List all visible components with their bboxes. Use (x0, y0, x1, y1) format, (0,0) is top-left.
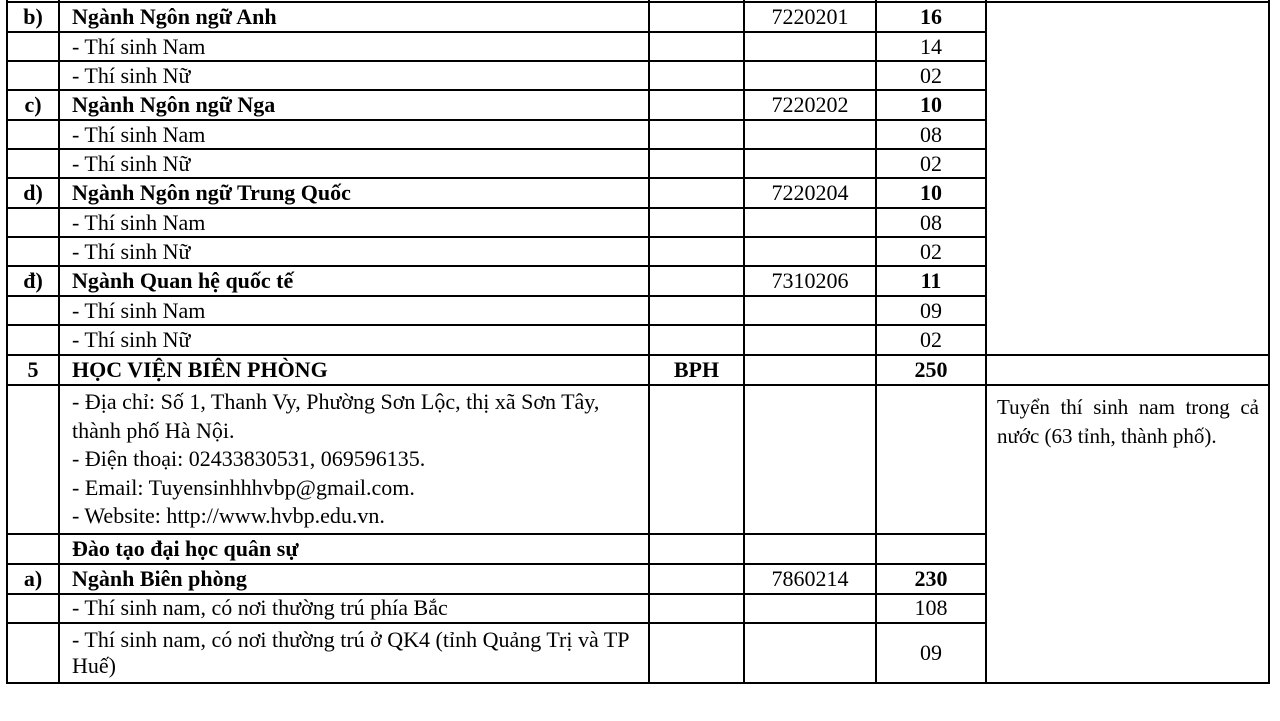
school-contact-info (59, 385, 649, 534)
school-abbr-cell (649, 2, 744, 32)
contact-email: - Email: Tuyensinhhhvbp@gmail.com. (72, 474, 415, 500)
table-row-school-5 (7, 355, 1269, 385)
school-abbr-cell (649, 208, 744, 237)
item-letter (7, 623, 59, 683)
item-letter (7, 385, 59, 534)
major-code (744, 32, 876, 61)
quota-value: 09 (876, 296, 986, 325)
major-code (744, 296, 876, 325)
school-name: HỌC VIỆN BIÊN PHÒNG (59, 355, 649, 385)
school-abbr-cell (649, 623, 744, 683)
school-abbr-cell (649, 594, 744, 623)
item-letter: d) (7, 178, 59, 208)
item-letter (7, 325, 59, 355)
item-letter: c) (7, 90, 59, 120)
major-code (744, 355, 876, 385)
quota-total: 10 (876, 90, 986, 120)
major-code (744, 61, 876, 90)
major-name: Ngành Biên phòng (59, 564, 649, 594)
major-code (744, 623, 876, 683)
major-code (744, 237, 876, 266)
major-code (744, 385, 876, 534)
sub-label: - Thí sinh nam, có nơi thường trú ở QK4 (tỉnh Quảng Trị và TP Huế) (59, 623, 649, 683)
sub-label: - Thí sinh nam, có nơi thường trú phía Bắc (59, 594, 649, 623)
sub-label: - Thí sinh Nam (59, 208, 649, 237)
sub-label: - Thí sinh Nam (59, 120, 649, 149)
school-abbr-cell (649, 237, 744, 266)
major-code (744, 120, 876, 149)
quota-value: 02 (876, 61, 986, 90)
major-code: 7220201 (744, 2, 876, 32)
major-code (744, 208, 876, 237)
school-abbr-cell (649, 266, 744, 296)
school-abbr-cell (649, 120, 744, 149)
note-cell-top (986, 2, 1269, 355)
quota-value: 08 (876, 120, 986, 149)
quota-value: 08 (876, 208, 986, 237)
major-code: 7310206 (744, 266, 876, 296)
major-code: 7860214 (744, 564, 876, 594)
quota-value: 108 (876, 594, 986, 623)
sub-label: - Thí sinh Nam (59, 296, 649, 325)
school-abbr-cell (649, 296, 744, 325)
school-abbr-cell (649, 90, 744, 120)
item-letter: đ) (7, 266, 59, 296)
school-abbr-cell (649, 178, 744, 208)
item-letter (7, 534, 59, 564)
quota-total: 16 (876, 2, 986, 32)
item-letter (7, 32, 59, 61)
major-code: 7220204 (744, 178, 876, 208)
note-cell-main: Tuyển thí sinh nam trong cả nước (63 tỉnh, thành phố). (986, 385, 1269, 683)
quota-value: 09 (876, 623, 986, 683)
item-letter (7, 61, 59, 90)
item-letter (7, 296, 59, 325)
contact-website: - Website: http://www.hvbp.edu.vn. (72, 503, 385, 529)
quota-total: 250 (876, 355, 986, 385)
quota-value: 02 (876, 325, 986, 355)
school-abbr-cell (649, 385, 744, 534)
contact-phone: - Điện thoại: 02433830531, 069596135. (72, 446, 426, 472)
contact-address: - Địa chỉ: Số 1, Thanh Vy, Phường Sơn Lộc, thị xã Sơn Tây, thành phố Hà Nội. (72, 389, 600, 443)
note-cell-row5 (986, 355, 1269, 385)
quota-value: 02 (876, 237, 986, 266)
school-abbr-cell (649, 534, 744, 564)
school-abbr: BPH (649, 355, 744, 385)
major-code (744, 594, 876, 623)
quota-value: 14 (876, 32, 986, 61)
item-letter (7, 594, 59, 623)
quota-total: 10 (876, 178, 986, 208)
sub-label: - Thí sinh Nam (59, 32, 649, 61)
item-letter (7, 120, 59, 149)
item-letter (7, 149, 59, 178)
table-row-contact (7, 385, 1269, 534)
table-row-major-b (7, 2, 1269, 32)
quota-value (876, 385, 986, 534)
item-letter: b) (7, 2, 59, 32)
quota-value (876, 534, 986, 564)
sub-label: - Thí sinh Nữ (59, 325, 649, 355)
sub-label: - Thí sinh Nữ (59, 61, 649, 90)
major-name: Ngành Quan hệ quốc tế (59, 266, 649, 296)
school-abbr-cell (649, 325, 744, 355)
item-letter (7, 208, 59, 237)
sub-label: - Thí sinh Nữ (59, 149, 649, 178)
major-code: 7220202 (744, 90, 876, 120)
quota-value: 02 (876, 149, 986, 178)
major-code (744, 149, 876, 178)
sub-label: - Thí sinh Nữ (59, 237, 649, 266)
school-abbr-cell (649, 564, 744, 594)
major-code (744, 325, 876, 355)
school-abbr-cell (649, 61, 744, 90)
item-letter (7, 237, 59, 266)
major-name: Ngành Ngôn ngữ Anh (59, 2, 649, 32)
major-name: Ngành Ngôn ngữ Nga (59, 90, 649, 120)
major-code (744, 534, 876, 564)
training-type-label: Đào tạo đại học quân sự (59, 534, 649, 564)
admission-quota-table (6, 0, 1270, 684)
school-abbr-cell (649, 149, 744, 178)
quota-total: 11 (876, 266, 986, 296)
school-number: 5 (7, 355, 59, 385)
quota-total: 230 (876, 564, 986, 594)
item-letter: a) (7, 564, 59, 594)
major-name: Ngành Ngôn ngữ Trung Quốc (59, 178, 649, 208)
school-abbr-cell (649, 32, 744, 61)
